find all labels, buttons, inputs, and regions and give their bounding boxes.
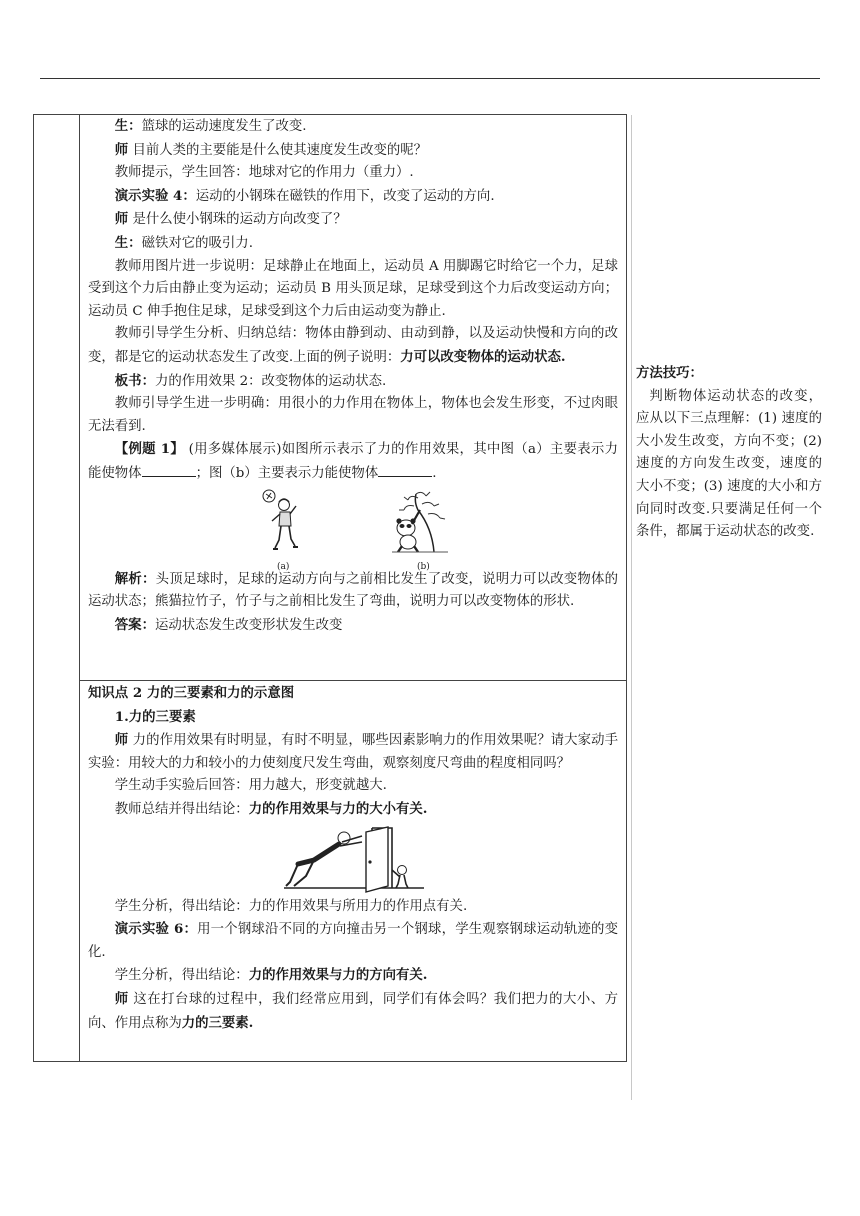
side-note-body: 判断物体运动状态的改变，应从以下三点理解：(1) 速度的大小发生改变，方向不变；(2) 速度的方向发生改变，速度的大小不变；(3) 速度的大小和方向同时改变.只要满足任何一个条件，都属于运动状态的改变.: [636, 388, 822, 540]
student-answer: 学生动手实验后回答：用力越大，形变就越大.: [114, 778, 387, 794]
para-deform: 教师引导学生进一步明确：用很小的力作用在物体上，物体也会发生形变，不过肉眼无法看到.: [88, 396, 618, 434]
teacher-final: 师 这在打台球的过程中，我们经常应用到，同学们有体会吗？我们把力的大小、方向、作用点称为力的三要素.: [88, 990, 618, 1031]
knowledge-point-heading: 知识点 2 力的三要素和力的示意图: [88, 685, 295, 701]
header-rule: [40, 78, 820, 79]
answer-blank-a: [142, 462, 196, 477]
conclusion-direction: 学生分析，得出结论：力的作用效果与力的方向有关.: [114, 967, 428, 984]
line-6: 生：磁铁对它的吸引力.: [114, 234, 253, 251]
lesson-table: [33, 114, 627, 1062]
content-column: [80, 115, 626, 1061]
line-4: 演示实验 4：运动的小钢珠在磁铁的作用下，改变了运动的方向.: [114, 187, 495, 204]
door-figure-row: [88, 822, 618, 896]
board-note: 板书：力的作用效果 2：改变物体的运动状态.: [114, 372, 387, 389]
blank-left-column: [34, 115, 80, 1061]
subheading: 1.力的三要素: [114, 708, 196, 725]
section-motion-state: [88, 115, 618, 637]
line-1: 生：篮球的运动速度发生了改变.: [114, 118, 307, 134]
line-3: 教师提示，学生回答：地球对它的作用力（重力）.: [114, 165, 414, 181]
side-column-rule: [631, 115, 632, 1100]
para-pictures: 教师用图片进一步说明：足球静止在地面上，运动员 A 用脚踢它时给它一个力，足球受到这个力后由静止变为运动；运动员 B 用头顶足球，足球受到这个力后改变运动方向；运动员 C 伸手抱住足球，足球受到这个力后由运动变为静止.: [88, 258, 618, 319]
answer: 答案：运动状态发生改变形状发生改变: [114, 616, 343, 633]
side-note: [636, 362, 822, 544]
line-5: 师 是什么使小钢珠的运动方向改变了？: [114, 211, 347, 228]
figure-a-heading-ball: [260, 488, 304, 558]
figure-a-caption: (a): [277, 561, 290, 572]
figure-b-panda-bamboo: [388, 488, 452, 554]
demo-experiment-6: 演示实验 6：用一个钢球沿不同的方向撞击另一个钢球，学生观察钢球运动轨迹的变化.: [88, 921, 619, 960]
answer-blank-b: [378, 462, 432, 477]
teacher-question: 师 力的作用效果有时明显，有时不明显，哪些因素影响力的作用效果呢？请大家动手实验：用较大的力和较小的力使刻度尺发生弯曲，观察刻度尺弯曲的程度相同吗？: [88, 732, 619, 771]
figure-b-caption: (b): [417, 561, 430, 572]
conclusion-point: 学生分析，得出结论：力的作用效果与所用力的作用点有关.: [114, 898, 468, 914]
analysis: 解析：头顶足球时，足球的运动方向与之前相比发生了改变，说明力可以改变物体的运动状态；熊猫拉竹子，竹子与之前相比发生了弯曲，说明力可以改变物体的形状.: [88, 570, 619, 610]
side-note-title: 方法技巧：: [636, 365, 703, 381]
example-1: 【例题 1】 (用多媒体展示)如图所示表示了力的作用效果，其中图（a）主要表示力能使物体 ；图（b）主要表示力能使物体 .: [88, 441, 619, 481]
section-divider: [80, 680, 626, 681]
section-three-elements: [88, 682, 618, 1035]
para-summary: 教师引导学生分析、归纳总结：物体由静到动、由动到静，以及运动快慢和方向的改变，都是它的运动状态发生了改变.上面的例子说明：力可以改变物体的运动状态.: [88, 326, 618, 365]
example-figure-row: [88, 486, 618, 572]
line-2: 师 目前人类的主要能是什么使其速度发生改变的呢？: [114, 141, 428, 158]
conclusion-magnitude: 教师总结并得出结论：力的作用效果与力的大小有关.: [114, 800, 428, 817]
figure-pushing-door: [284, 824, 424, 894]
